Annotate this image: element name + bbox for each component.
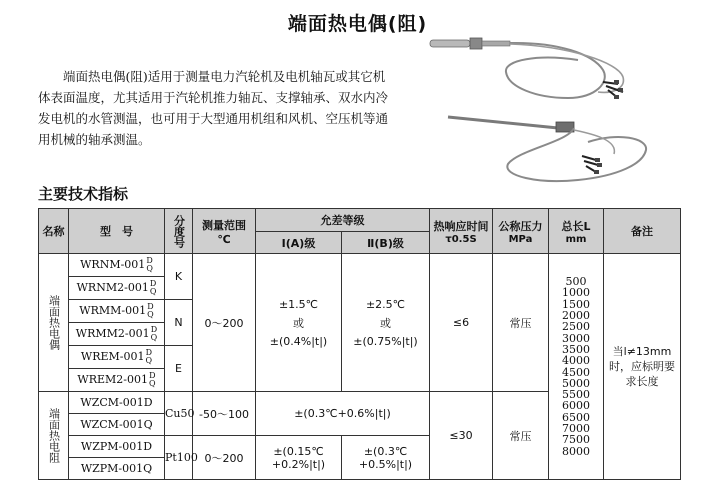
group2-response: ≤30: [430, 392, 493, 480]
group1-class1: [256, 254, 342, 392]
model-suffix: [147, 303, 154, 319]
group2-range-cu: -50～100: [193, 392, 256, 436]
suffix-q: Q: [146, 264, 153, 273]
model-name: WRMM-001: [79, 304, 147, 317]
header-length-label: 总长L: [561, 219, 591, 233]
model-cell: WZPM-001D: [69, 436, 165, 458]
suffix-d: D: [147, 302, 154, 311]
group2-tol-pt1: ±(0.15℃+0.2%|t|): [256, 436, 342, 480]
intro-text: 端面热电偶(阻)适用于测量电力汽轮机及电机轴瓦或其它机体表面温度，尤其适用于汽轮机推力轴瓦、支撑轴承、双水内冷发电机的水管测温，也可用于大型通用机组和风机、空压机等通用机械的轴承测温。: [38, 69, 389, 147]
suffix-d: D: [150, 325, 158, 334]
header-response: [430, 209, 493, 254]
header-remark: 备注: [604, 209, 681, 254]
model-cell: [69, 300, 165, 323]
header-name: 名称: [39, 209, 69, 254]
suffix-d: D: [149, 279, 157, 288]
length-value: 6000: [562, 399, 590, 413]
group2-name: 端面热电阻: [39, 392, 69, 480]
suffix-d: D: [145, 348, 152, 357]
group1-range: 0～200: [193, 254, 256, 392]
model-suffix: [146, 257, 153, 273]
spec-table: [38, 208, 681, 480]
model-suffix: [151, 326, 158, 342]
model-cell: [69, 277, 165, 300]
header-model: 型 号: [69, 209, 165, 254]
length-value: 1500: [562, 297, 590, 311]
length-value: 5500: [562, 388, 590, 402]
index-cu50: Cu50: [165, 392, 193, 436]
suffix-d: D: [149, 371, 156, 380]
group1-pressure: 常压: [493, 254, 549, 392]
group1-class1-b: 或: [293, 316, 304, 330]
length-list: [549, 254, 604, 480]
header-range-unit: ℃: [217, 232, 231, 246]
group1-class1-c: ±(0.4%|t|): [269, 334, 328, 348]
group2-tol-cu: ±(0.3℃+0.6%|t|): [256, 392, 430, 436]
group1-class2-b: 或: [380, 316, 391, 330]
intro-paragraph: [38, 66, 390, 150]
suffix-q: Q: [150, 333, 158, 342]
section-title: 主要技术指标: [38, 185, 129, 203]
length-value: 3000: [562, 331, 590, 345]
index-e: E: [165, 346, 193, 392]
model-suffix: [146, 349, 153, 365]
group1-class2-c: ±(0.75%|t|): [353, 334, 418, 348]
model-name: WRNM-001: [80, 258, 146, 271]
header-pressure: [493, 209, 549, 254]
model-suffix: [150, 280, 157, 296]
group1-class1-a: ±1.5℃: [278, 297, 319, 311]
header-length: [549, 209, 604, 254]
page-title: 端面热电偶(阻): [287, 13, 428, 35]
model-cell: WZPM-001Q: [69, 458, 165, 480]
header-class1: Ⅰ(A)级: [256, 232, 342, 254]
group1-response: ≤6: [430, 254, 493, 392]
header-pressure-unit: MPa: [508, 233, 533, 245]
model-cell: [69, 346, 165, 369]
header-response-unit: τ0.5S: [445, 233, 477, 245]
suffix-q: Q: [149, 379, 156, 388]
header-range: [193, 209, 256, 254]
group2-tol-pt2: ±(0.3℃+0.5%|t|): [342, 436, 430, 480]
index-pt100: Pt100: [165, 436, 193, 480]
suffix-q: Q: [149, 287, 157, 296]
header-class2: Ⅱ(B)级: [342, 232, 430, 254]
suffix-q: Q: [147, 310, 154, 319]
model-name: WREM2-001: [77, 373, 149, 386]
group1-class2-a: ±2.5℃: [365, 297, 406, 311]
model-name: WRMM2-001: [75, 327, 150, 340]
group1-name: 端面热电偶: [39, 254, 69, 392]
header-tolerance: 允差等级: [256, 209, 430, 232]
length-value: 6500: [562, 410, 590, 424]
remark-note: 当l≠13mm时，应标明要求长度: [604, 254, 681, 480]
model-cell: WZCM-001D: [69, 392, 165, 414]
table-row: [39, 254, 681, 277]
header-pressure-label: 公称压力: [498, 219, 543, 233]
header-range-label: 测量范围: [202, 218, 246, 232]
suffix-q: Q: [145, 356, 153, 365]
product-photo: [418, 32, 686, 192]
length-value: 500: [565, 275, 587, 289]
header-response-label: 热响应时间: [433, 219, 489, 233]
length-value: 8000: [562, 444, 590, 458]
length-value: 1000: [562, 286, 590, 300]
length-value: 2000: [562, 309, 590, 323]
length-value: 4000: [562, 354, 590, 368]
length-value: 4500: [562, 365, 590, 379]
group2-pressure: 常压: [493, 392, 549, 480]
group2-range-pt: 0～200: [193, 436, 256, 480]
model-cell: WZCM-001Q: [69, 414, 165, 436]
length-value: 2500: [562, 320, 590, 334]
group1-class2: [342, 254, 430, 392]
model-suffix: [149, 372, 156, 388]
index-k: K: [165, 254, 193, 300]
model-name: WREM-001: [80, 350, 145, 363]
model-name: WRNM2-001: [76, 281, 149, 294]
model-cell: [69, 323, 165, 346]
length-value: 7500: [562, 433, 590, 447]
table-header-row: [39, 209, 681, 232]
length-value: 7000: [562, 421, 590, 435]
model-cell: [69, 369, 165, 392]
index-n: N: [165, 300, 193, 346]
length-value: 3500: [562, 342, 590, 356]
model-cell: [69, 254, 165, 277]
header-index: 分度号: [165, 209, 193, 254]
length-value: 5000: [562, 376, 590, 390]
suffix-d: D: [146, 256, 153, 265]
header-length-unit: mm: [565, 233, 587, 245]
